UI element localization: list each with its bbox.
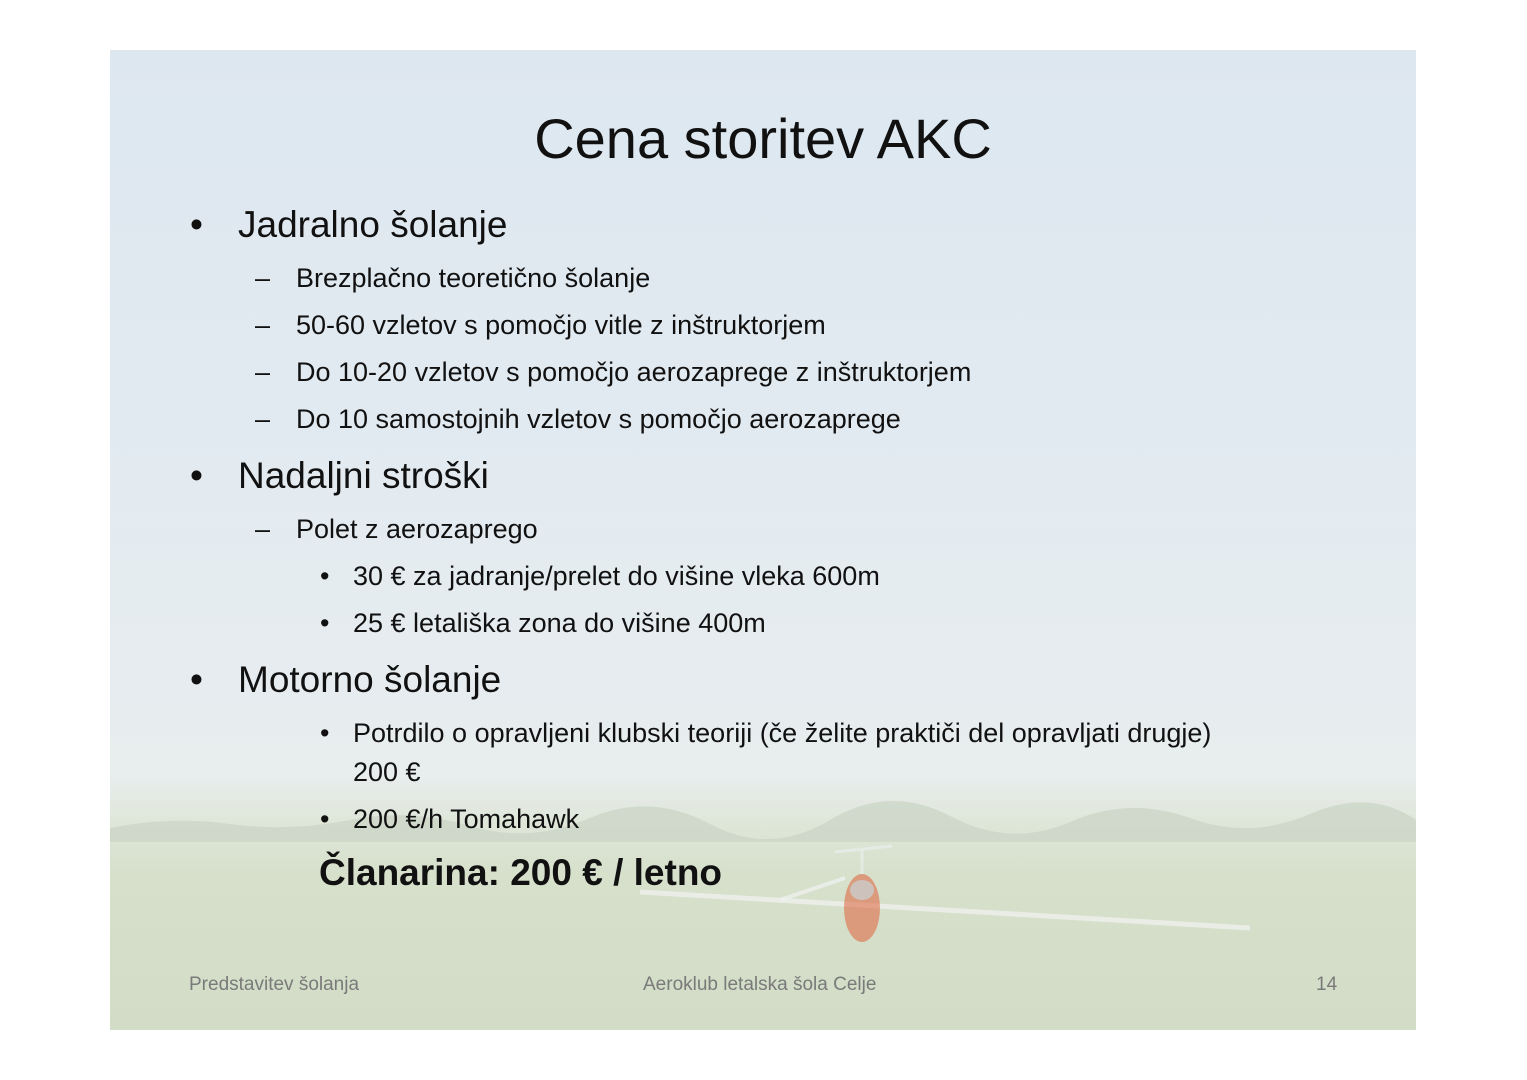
list-item: Brezplačno teoretično šolanje xyxy=(296,263,651,293)
footer-left-text: Predstavitev šolanja xyxy=(189,974,360,995)
page-number: 14 xyxy=(1316,974,1338,995)
dash-marker: – xyxy=(255,357,271,387)
dash-marker: – xyxy=(255,404,271,434)
footer-center-text: Aeroklub letalska šola Celje xyxy=(643,974,877,995)
slide xyxy=(110,50,1416,1030)
list-item: Polet z aerozaprego xyxy=(296,514,538,544)
dash-marker: – xyxy=(255,514,271,544)
section-heading-motorno: Motorno šolanje xyxy=(238,659,502,700)
sub-bullet-marker: • xyxy=(320,608,330,638)
sub-bullet-marker: • xyxy=(320,718,330,748)
sub-bullet-marker: • xyxy=(320,561,330,591)
sub-bullet-marker: • xyxy=(320,804,330,834)
bullet-marker: • xyxy=(190,204,203,245)
sub-list-item-continuation: 200 € xyxy=(353,757,421,787)
section-heading-jadralno: Jadralno šolanje xyxy=(238,204,508,245)
list-item: Do 10-20 vzletov s pomočjo aerozaprege z inštruktorjem xyxy=(296,357,972,387)
sub-list-item: Potrdilo o opravljeni klubski teoriji (če želite praktiči del opravljati drugje) xyxy=(353,718,1212,748)
dash-marker: – xyxy=(255,263,271,293)
section-heading-nadaljni: Nadaljni stroški xyxy=(238,455,489,496)
sub-list-item: 25 € letališka zona do višine 400m xyxy=(353,608,766,638)
list-item: Do 10 samostojnih vzletov s pomočjo aerozaprege xyxy=(296,404,901,434)
dash-marker: – xyxy=(255,310,271,340)
bullet-marker: • xyxy=(190,455,203,496)
list-item: 50-60 vzletov s pomočjo vitle z inštruktorjem xyxy=(296,310,826,340)
glider-image xyxy=(630,830,1270,950)
sub-list-item: 30 € za jadranje/prelet do višine vleka 600m xyxy=(353,561,880,591)
sub-list-item: 200 €/h Tomahawk xyxy=(353,804,580,834)
bullet-marker: • xyxy=(190,659,203,700)
slide-title: Cena storitev AKC xyxy=(534,107,992,170)
membership-fee: Članarina: 200 € / letno xyxy=(319,852,723,893)
